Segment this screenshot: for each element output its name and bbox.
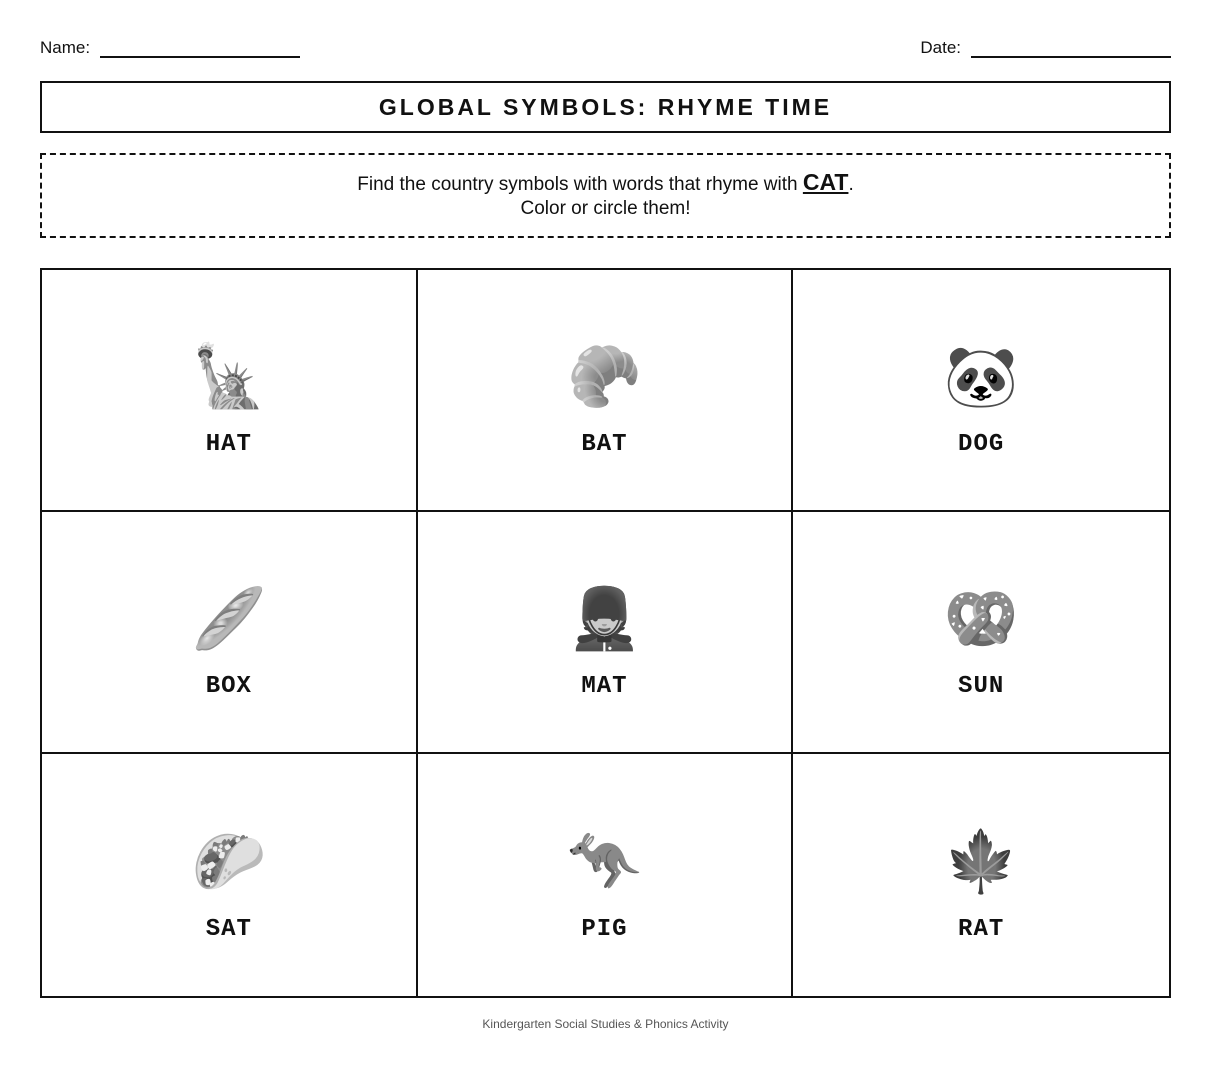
instructions-text: Find the country symbols with words that rhyme with (357, 174, 803, 195)
instructions-line-1 (357, 170, 853, 197)
card[interactable] (793, 270, 1169, 512)
bread-rolls-icon: 🥖 (191, 585, 267, 652)
card-word: DOG (958, 430, 1005, 458)
date-label: Date: (920, 38, 961, 57)
header-row (40, 38, 1171, 58)
panda-icon: 🐼 (943, 343, 1019, 410)
card[interactable] (42, 512, 418, 754)
name-field (40, 38, 300, 58)
card-word: HAT (205, 430, 252, 458)
card[interactable] (793, 754, 1169, 996)
maple-leaf-icon: 🍁 (943, 828, 1019, 895)
taco-icon: 🌮 (191, 828, 267, 895)
card-word: PIG (581, 915, 628, 943)
card[interactable] (418, 270, 794, 512)
instructions-line-2: Color or circle them! (520, 198, 691, 219)
kangaroo-icon: 🦘 (567, 828, 642, 895)
card[interactable] (793, 512, 1169, 754)
card[interactable] (418, 512, 794, 754)
date-blank-line[interactable] (971, 42, 1171, 58)
pretzel-icon: 🥨 (943, 585, 1019, 652)
instructions-period: . (848, 174, 854, 195)
target-word: CAT (802, 169, 849, 195)
card-word: BOX (205, 672, 252, 700)
croissant-icon: 🥐 (567, 343, 642, 410)
card-word: SAT (205, 915, 252, 943)
royal-guard-icon: 💂 (567, 585, 642, 652)
name-blank-line[interactable] (100, 42, 300, 58)
name-label: Name: (40, 38, 91, 57)
page-title: GLOBAL SYMBOLS: RHYME TIME (378, 93, 833, 120)
footer-caption: Kindergarten Social Studies & Phonics Activity (482, 1017, 729, 1031)
card-word: SUN (958, 672, 1005, 700)
symbol-grid (40, 268, 1171, 998)
card[interactable] (418, 754, 794, 996)
card[interactable] (42, 754, 418, 996)
card-word: BAT (581, 430, 628, 458)
date-field (920, 38, 1171, 58)
card[interactable] (42, 270, 418, 512)
statue-of-liberty-icon: 🗽 (191, 343, 267, 410)
title-box (40, 81, 1171, 133)
card-word: RAT (958, 915, 1005, 943)
instructions-box (40, 153, 1171, 238)
card-word: MAT (581, 672, 628, 700)
